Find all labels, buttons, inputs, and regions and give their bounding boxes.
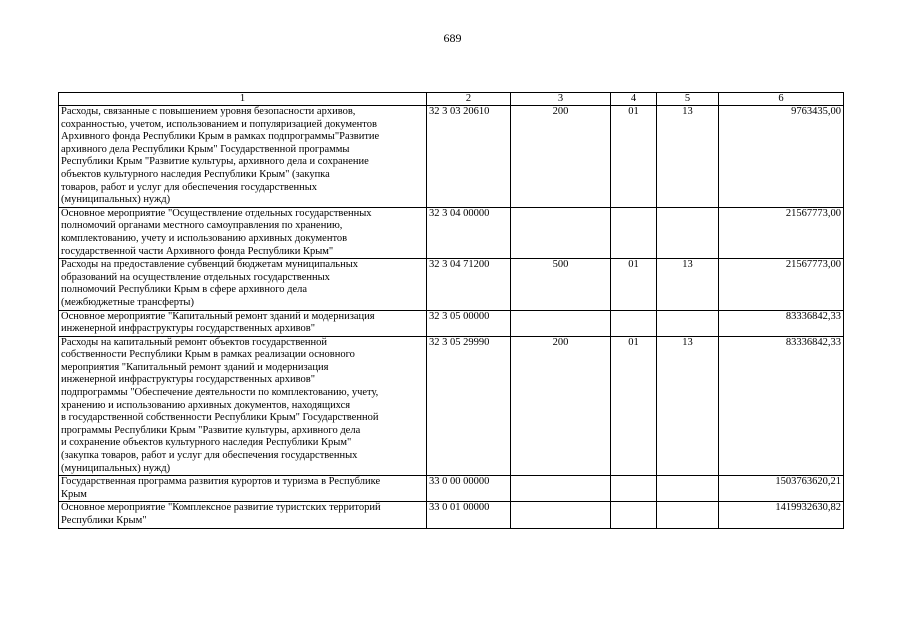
row-name-line: собственности Республики Крым в рамках реализации основного	[61, 349, 355, 361]
row-name-line: (муниципальных) нужд)	[61, 194, 171, 206]
row-amount-cell: 1503763620,21	[719, 476, 844, 502]
row-col5-cell	[657, 207, 719, 258]
row-name-line: и сохранение объектов культурного наследия Республики Крым"	[61, 437, 352, 449]
row-amount-cell: 21567773,00	[719, 207, 844, 258]
row-name-line: Крым	[61, 488, 87, 500]
row-name-line: объектов культурного наследия Республики Крым" (закупка	[61, 168, 330, 180]
row-name-line: образований на осуществление отдельных государственных	[61, 271, 330, 283]
row-col5-cell	[657, 476, 719, 502]
row-name-line: (муниципальных) нужд)	[61, 462, 171, 474]
row-name-cell	[59, 207, 427, 258]
header-col-4: 4	[611, 93, 657, 106]
row-col3-cell	[511, 502, 611, 528]
row-amount-cell: 9763435,00	[719, 106, 844, 208]
row-name-line: программы Республики Крым "Развитие культуры, архивного дела	[61, 424, 361, 436]
row-col3-cell: 200	[511, 106, 611, 208]
header-col-2: 2	[427, 93, 511, 106]
row-code-cell: 33 0 01 00000	[427, 502, 511, 528]
row-name-line: мероприятия "Капитальный ремонт зданий и модернизация	[61, 361, 329, 373]
header-row	[59, 93, 844, 106]
row-name-line: (закупка товаров, работ и услуг для обеспечения государственных	[61, 450, 358, 462]
row-name-line: Государственная программа развития курортов и туризма в Республике	[61, 476, 381, 488]
table-row	[59, 106, 844, 208]
row-name-line: Основное мероприятие "Комплексное развитие туристских территорий	[61, 502, 381, 514]
row-col5-cell: 13	[657, 106, 719, 208]
row-col4-cell: 01	[611, 336, 657, 476]
row-name-line: в государственной собственности Республики Крым" Государственной	[61, 412, 379, 424]
row-name-cell	[59, 336, 427, 476]
row-col5-cell: 13	[657, 259, 719, 310]
header-col-3: 3	[511, 93, 611, 106]
row-col5-cell: 13	[657, 336, 719, 476]
row-col5-cell	[657, 502, 719, 528]
row-code-cell: 33 0 00 00000	[427, 476, 511, 502]
row-name-line: Расходы на капитальный ремонт объектов государственной	[61, 336, 328, 348]
row-name-cell	[59, 310, 427, 336]
row-col3-cell	[511, 476, 611, 502]
row-col4-cell	[611, 207, 657, 258]
budget-table	[58, 92, 844, 529]
row-name-line: Основное мероприятие "Капитальный ремонт зданий и модернизация	[61, 310, 375, 322]
row-code-cell: 32 3 04 71200	[427, 259, 511, 310]
row-amount-cell: 1419932630,82	[719, 502, 844, 528]
row-name-line: Расходы, связанные с повышением уровня безопасности архивов,	[61, 106, 356, 117]
row-name-line: товаров, работ и услуг для обеспечения государственных	[61, 181, 318, 193]
row-name-line: полномочий органами местного самоуправления по хранению,	[61, 220, 343, 232]
table-row	[59, 310, 844, 336]
header-col-1: 1	[59, 93, 427, 106]
table-row	[59, 259, 844, 310]
row-col3-cell: 500	[511, 259, 611, 310]
row-col3-cell: 200	[511, 336, 611, 476]
row-name-line: Республики Крым "Развитие культуры, архивного дела и сохранение	[61, 156, 369, 168]
row-name-line: Архивного фонда Республики Крым в рамках подпрограммы"Развитие	[61, 131, 380, 143]
row-name-line: (межбюджетные трансферты)	[61, 296, 194, 308]
row-col4-cell	[611, 310, 657, 336]
row-col5-cell	[657, 310, 719, 336]
row-col4-cell: 01	[611, 259, 657, 310]
header-col-6: 6	[719, 93, 844, 106]
row-name-line: государственной части Архивного фонда Республики Крым"	[61, 245, 334, 257]
row-name-line: полномочий Республики Крым в сфере архивного дела	[61, 284, 308, 296]
row-name-cell	[59, 476, 427, 502]
row-name-line: инженерной инфраструктуры государственных архивов"	[61, 323, 315, 335]
row-name-line: архивного дела Республики Крым" Государственной программы	[61, 143, 350, 155]
table-row	[59, 207, 844, 258]
row-name-line: хранению и использованию архивных документов, находящихся	[61, 399, 351, 411]
row-name-line: Республики Крым"	[61, 515, 147, 526]
row-name-line: Расходы на предоставление субвенций бюджетам муниципальных	[61, 259, 359, 271]
header-col-5: 5	[657, 93, 719, 106]
row-col4-cell	[611, 476, 657, 502]
row-name-cell	[59, 259, 427, 310]
row-name-cell	[59, 502, 427, 528]
table-body	[59, 106, 844, 529]
row-col3-cell	[511, 310, 611, 336]
row-amount-cell: 83336842,33	[719, 310, 844, 336]
row-amount-cell: 83336842,33	[719, 336, 844, 476]
row-name-line: Основное мероприятие "Осуществление отдельных государственных	[61, 207, 372, 219]
row-name-line: сохранностью, учетом, использованием и популяризацией документов	[61, 118, 377, 130]
table-row	[59, 502, 844, 528]
page-number: 689	[443, 31, 462, 45]
row-col4-cell: 01	[611, 106, 657, 208]
row-code-cell: 32 3 05 00000	[427, 310, 511, 336]
row-amount-cell: 21567773,00	[719, 259, 844, 310]
row-name-line: комплектованию, учету и использованию архивных документов	[61, 232, 348, 244]
row-name-line: инженерной инфраструктуры государственных архивов"	[61, 374, 315, 386]
table-row	[59, 476, 844, 502]
table-row	[59, 336, 844, 476]
row-name-cell	[59, 106, 427, 208]
row-col4-cell	[611, 502, 657, 528]
row-name-line: подпрограммы "Обеспечение деятельности по комплектованию, учету,	[61, 387, 379, 399]
row-col3-cell	[511, 207, 611, 258]
row-code-cell: 32 3 05 29990	[427, 336, 511, 476]
row-code-cell: 32 3 03 20610	[427, 106, 511, 208]
row-code-cell: 32 3 04 00000	[427, 207, 511, 258]
